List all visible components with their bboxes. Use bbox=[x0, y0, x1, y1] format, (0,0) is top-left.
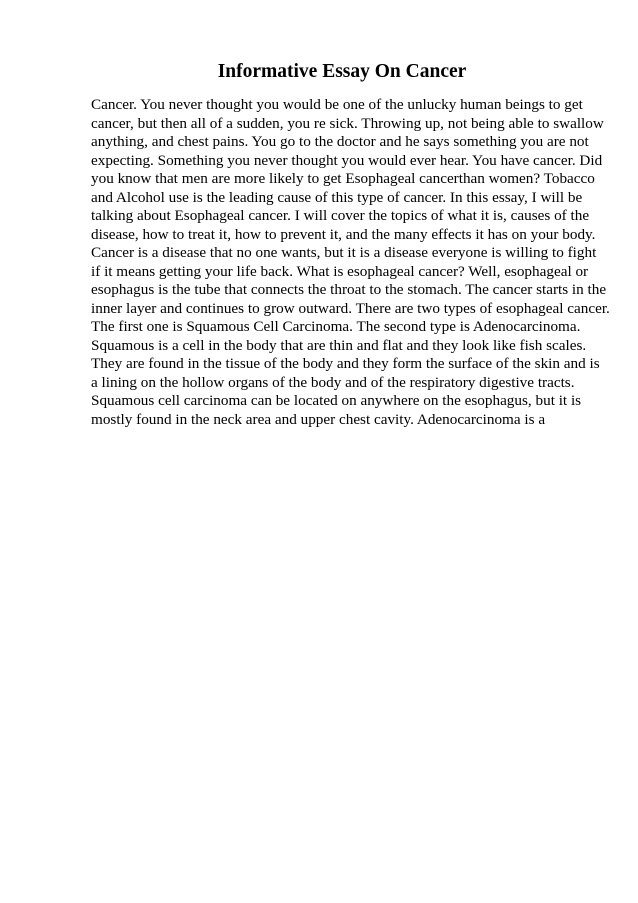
text-line: and Alcohol use is the leading cause of this type of cancer. In this essay, I will be bbox=[91, 188, 583, 206]
text-line: anything, and chest pains. You go to the doctor and he says something you are not bbox=[91, 133, 589, 150]
text-line: Squamous is a cell in the body that are thin and flat and they look like fish scales. bbox=[91, 336, 587, 354]
text-line: a lining on the hollow organs of the body and of the respiratory digestive tracts. bbox=[91, 373, 575, 391]
text-line: mostly found in the neck area and upper chest cavity. Adenocarcinoma is a bbox=[91, 410, 546, 428]
page-title: Informative Essay On Cancer bbox=[217, 61, 467, 82]
text-line: disease, how to treat it, how to prevent it, and the many effects it has on your body. bbox=[91, 225, 596, 243]
text-line: you know that men are more likely to get Esophageal cancerthan women? Tobacco bbox=[91, 170, 595, 187]
text-line: expecting. Something you never thought you would ever hear. You have cancer. Did bbox=[91, 151, 603, 169]
text-line: The first one is Squamous Cell Carcinoma. The second type is Adenocarcinoma. bbox=[91, 318, 581, 335]
text-line: They are found in the tissue of the body and they form the surface of the skin and is bbox=[91, 355, 600, 372]
text-line: Cancer is a disease that no one wants, but it is a disease everyone is willing to fight bbox=[91, 244, 597, 261]
essay-body bbox=[91, 96, 611, 429]
text-line: talking about Esophageal cancer. I will cover the topics of what it is, causes of the bbox=[91, 207, 590, 224]
text-line: esophagus is the tube that connects the throat to the stomach. The cancer starts in the bbox=[91, 281, 607, 298]
text-line: cancer, but then all of a sudden, you re sick. Throwing up, not being able to swallow bbox=[91, 114, 604, 132]
text-line: Squamous cell carcinoma can be located on anywhere on the esophagus, but it is bbox=[91, 392, 582, 409]
text-line: inner layer and continues to grow outward. There are two types of esophageal cancer. bbox=[91, 299, 610, 317]
text-line: Cancer. You never thought you would be one of the unlucky human beings to get bbox=[91, 96, 583, 113]
text-line: if it means getting your life back. What is esophageal cancer? Well, esophageal or bbox=[91, 262, 589, 280]
